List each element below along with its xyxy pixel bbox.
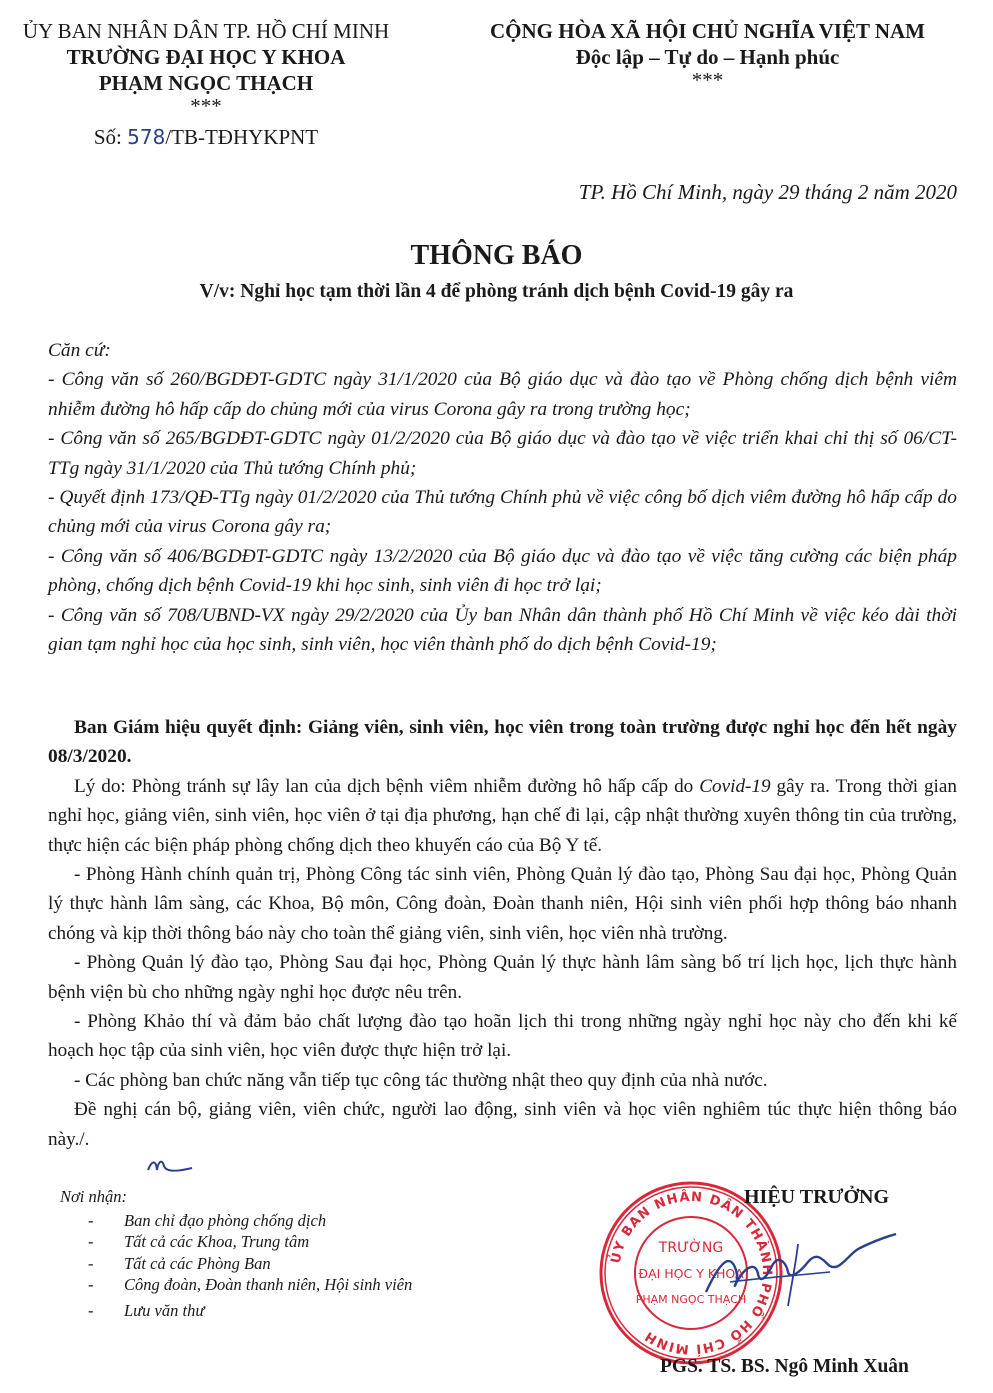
closing-paragraph: Đề nghị cán bộ, giảng viên, viên chức, người lao động, sinh viên và học viên nghiêm túc thực hiện thông báo này./. [48, 1099, 957, 1150]
issuer-name-line2: PHẠM NGỌC THẠCH [98, 71, 314, 95]
instruction-paragraph: - Phòng Quản lý đào tạo, Phòng Sau đại học, Phòng Quản lý thực hành lâm sàng bố trí lịch học, lịch thực hành bệnh viện bù cho những ngày nghỉ học được nêu trên. [48, 952, 957, 1003]
recipient-dash: - [88, 1232, 94, 1251]
recipient-label: Công đoàn, Đoàn thanh niên, Hội sinh viên [124, 1275, 413, 1294]
signature [700, 1222, 900, 1312]
recipient-dash: - [88, 1300, 94, 1320]
instruction-paragraph: - Phòng Hành chính quản trị, Phòng Công tác sinh viên, Phòng Quản lý đào tạo, Phòng Sau đại học, Phòng Quản lý thực hành lâm sàng, các Khoa, Bộ môn, Công đoàn, Đoàn thanh niên, Hội sinh viên phối hợp thông báo nhanh chóng và kịp thời thông báo này cho toàn thể giảng viên, sinh viên, học viên nhà trường. [48, 864, 957, 944]
recipient-label: Tất cả các Phòng Ban [124, 1253, 271, 1273]
recipient-item [88, 1231, 412, 1253]
instruction-paragraph: - Các phòng ban chức năng vẫn tiếp tục công tác thường nhật theo quy định của nhà nước. [74, 1069, 768, 1091]
country-name: CỘNG HÒA XÃ HỘI CHỦ NGHĨA VIỆT NAM [489, 19, 926, 43]
legal-basis [48, 336, 957, 659]
instruction-paragraph: - Phòng Khảo thí và đảm bảo chất lượng đào tạo hoãn lịch thi trong những ngày nghỉ học này cho đến khi kế hoạch học tập của sinh viên, học viên được thực hiện trở lại. [48, 1011, 957, 1062]
date-line: TP. Hồ Chí Minh, ngày 29 tháng 2 năm 2020 [578, 180, 957, 204]
reason-text-start: Lý do: Phòng tránh sự lây lan của dịch bệnh viêm nhiễm đường hô hấp cấp do [74, 775, 700, 797]
issuer-stars: *** [190, 94, 222, 118]
issuer-parent: ỦY BAN NHÂN DÂN TP. HỒ CHÍ MINH [22, 19, 390, 43]
recipients-block [60, 1186, 412, 1321]
issuer-name-line1: TRƯỜNG ĐẠI HỌC Y KHOA [66, 45, 346, 69]
recipient-item [88, 1274, 413, 1296]
recipient-dash: - [88, 1253, 94, 1273]
recipient-label: Lưu văn thư [124, 1300, 205, 1320]
document-number-suffix: /TB-TĐHYKPNT [165, 125, 319, 149]
motto-stars: *** [691, 68, 724, 92]
legal-basis-intro: Căn cứ: [48, 340, 111, 361]
signer-name: PGS. TS. BS. Ngô Minh Xuân [660, 1356, 909, 1377]
reason-paragraph [48, 772, 957, 860]
recipient-item [88, 1300, 412, 1322]
stamp-outer-path: ỦY BAN NHÂN DÂN THÀNH PHỐ HỒ CHÍ MINH [608, 1189, 775, 1357]
stamp-center-line: TRƯỜNG [658, 1240, 724, 1256]
stamp-center-line: PHẠM NGỌC THẠCH [635, 1293, 747, 1306]
reason-text-end: gây ra. Trong thời gian nghỉ học, giảng viên, sinh viên, học viên ở tại địa phương, hạn chế đi lại, cập nhật thường xuyên thông tin của trường, thực hiện các biện pháp phòng chống dịch theo khuyến cáo của Bộ Y tế. [48, 775, 957, 856]
document-number [0, 124, 412, 150]
document-title: THÔNG BÁO [410, 240, 583, 271]
legal-basis-item: - Công văn số 708/UBND-VX ngày 29/2/2020 của Ủy ban Nhân dân thành phố Hồ Chí Minh về việc kéo dài thời gian tạm nghỉ học của học sinh, sinh viên, học viên thành phố do dịch bệnh Covid-19; [48, 604, 957, 656]
recipient-dash: - [88, 1210, 94, 1230]
legal-basis-item: - Công văn số 265/BGDĐT-GDTC ngày 01/2/2020 của Bộ giáo dục và đào tạo về việc triển khai chỉ thị số 06/CT-TTg ngày 31/1/2020 của Thủ tướng Chính phủ; [48, 428, 957, 479]
document-subject: V/v: Nghỉ học tạm thời lần 4 để phòng tránh dịch bệnh Covid-19 gây ra [199, 281, 794, 302]
recipients-label: Nơi nhận: [60, 1187, 128, 1206]
recipient-label: Tất cả các Khoa, Trung tâm [124, 1232, 310, 1251]
recipient-label: Ban chỉ đạo phòng chống dịch [124, 1210, 327, 1230]
legal-basis-item: - Công văn số 406/BGDĐT-GDTC ngày 13/2/2020 của Bộ giáo dục và đào tạo về việc tăng cường các biện pháp phòng, chống dịch bệnh Covid-19 khi học sinh, sinh viên đi học trở lại; [48, 545, 957, 597]
initials-mark [146, 1156, 194, 1178]
signer-position: HIỆU TRƯỞNG [744, 1186, 890, 1208]
motto: Độc lập – Tự do – Hạnh phúc [575, 45, 840, 69]
stamp-center-line: ĐẠI HỌC Y KHOA [638, 1266, 744, 1281]
issuer-block [0, 18, 412, 150]
document-number-handwritten: 578 [127, 125, 166, 149]
national-motto-block [450, 18, 965, 90]
recipient-dash: - [88, 1275, 94, 1294]
legal-basis-item: - Quyết định 173/QĐ-TTg ngày 01/2/2020 của Thủ tướng Chính phủ về việc công bố dịch viêm đường hô hấp cấp do chủng mới của virus Corona gây ra; [48, 487, 957, 538]
recipient-item [88, 1210, 412, 1232]
legal-basis-item: - Công văn số 260/BGDĐT-GDTC ngày 31/1/2020 của Bộ giáo dục và đào tạo về Phòng chống dịch bệnh viêm nhiễm đường hô hấp cấp do chủng mới của virus Corona gây ra trong trường học; [48, 369, 957, 420]
notice-body [48, 713, 957, 1154]
recipient-item [88, 1253, 412, 1275]
document-number-prefix: Số: [93, 125, 128, 149]
decision-paragraph: Ban Giám hiệu quyết định: Giảng viên, sinh viên, học viên trong toàn trường được nghỉ học đến hết ngày 08/3/2020. [48, 717, 957, 768]
reason-text-covid: Covid-19 [699, 775, 771, 797]
